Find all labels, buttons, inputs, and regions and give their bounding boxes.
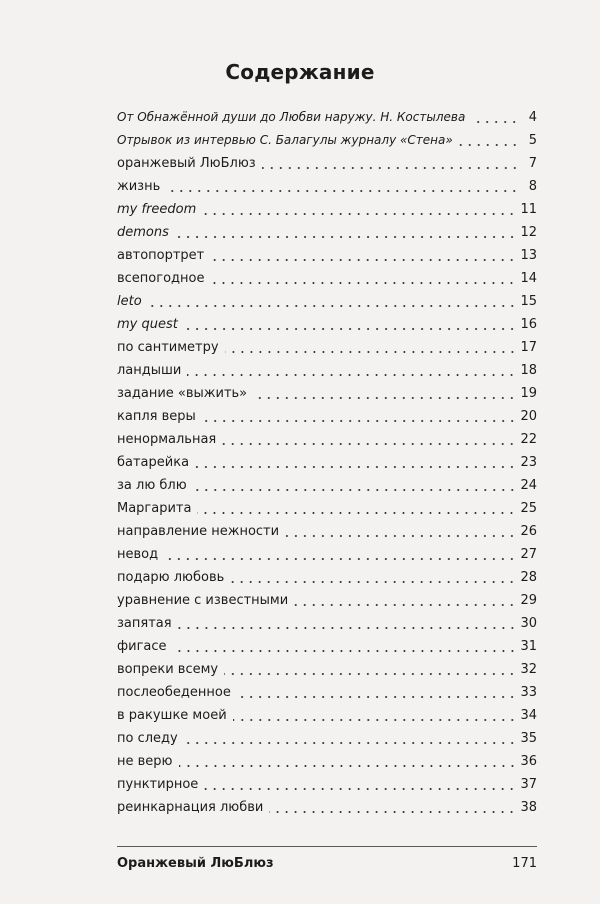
toc-entry-title: послеобеденное bbox=[117, 685, 231, 700]
toc-entry-title: направление нежности bbox=[117, 524, 280, 539]
toc-entry-title: жизнь bbox=[117, 179, 161, 194]
dot-leader bbox=[184, 328, 517, 330]
toc-entry-title: ненормальная bbox=[117, 432, 217, 447]
toc-entry-page: 23 bbox=[520, 455, 537, 470]
page-number: 171 bbox=[512, 856, 537, 871]
toc-entry bbox=[117, 612, 537, 635]
toc-entry-title: уравнение с известными bbox=[117, 593, 289, 608]
toc-entry-page: 8 bbox=[528, 179, 537, 194]
toc-entry-title: за лю блю bbox=[117, 478, 187, 493]
toc-entry-page: 29 bbox=[520, 593, 537, 608]
toc-entry bbox=[117, 773, 537, 796]
toc-entry bbox=[117, 405, 537, 428]
dot-leader bbox=[187, 374, 516, 376]
toc-entry bbox=[117, 796, 537, 819]
toc-entry-title: my quest bbox=[117, 317, 178, 332]
dot-leader bbox=[459, 144, 519, 146]
toc-entry-title: запятая bbox=[117, 616, 172, 631]
toc-entry bbox=[117, 359, 537, 382]
toc-entry bbox=[117, 451, 537, 474]
toc-entry bbox=[117, 336, 537, 359]
toc-entry-title: батарейка bbox=[117, 455, 190, 470]
dot-leader bbox=[225, 351, 517, 353]
dot-leader bbox=[197, 512, 516, 514]
toc-entry-page: 24 bbox=[520, 478, 537, 493]
dot-leader bbox=[164, 558, 516, 560]
toc-entry-page: 28 bbox=[520, 570, 537, 585]
dot-leader bbox=[210, 259, 516, 261]
dot-leader bbox=[233, 719, 517, 721]
toc-entry-title: ландыши bbox=[117, 363, 182, 378]
toc-entry-title: Маргарита bbox=[117, 501, 192, 516]
dot-leader bbox=[204, 788, 516, 790]
dot-leader bbox=[230, 581, 516, 583]
toc-entry bbox=[117, 520, 537, 543]
dot-leader bbox=[253, 397, 516, 399]
toc-entry-page: 34 bbox=[520, 708, 537, 723]
toc-entry bbox=[117, 129, 537, 152]
toc-entry bbox=[117, 589, 537, 612]
dot-leader bbox=[237, 696, 517, 698]
toc-entry-title: оранжевый ЛюБлюз bbox=[117, 156, 256, 171]
table-of-contents bbox=[117, 106, 537, 819]
dot-leader bbox=[166, 190, 519, 192]
toc-entry bbox=[117, 106, 537, 129]
dot-leader bbox=[179, 765, 517, 767]
toc-entry bbox=[117, 543, 537, 566]
toc-entry-page: 4 bbox=[528, 110, 537, 125]
dot-leader bbox=[269, 811, 516, 813]
toc-entry-title: demons bbox=[117, 225, 169, 240]
toc-entry-title: фигасе bbox=[117, 639, 167, 654]
dot-leader bbox=[210, 282, 516, 284]
dot-leader bbox=[224, 673, 516, 675]
toc-entry-title: От Обнажённой души до Любви наружу. Н. Костылева bbox=[117, 110, 466, 124]
toc-entry-page: 25 bbox=[520, 501, 537, 516]
toc-entry-title: my freedom bbox=[117, 202, 197, 217]
dot-leader bbox=[294, 604, 516, 606]
toc-entry-page: 22 bbox=[520, 432, 537, 447]
toc-entry-page: 17 bbox=[520, 340, 537, 355]
toc-entry bbox=[117, 658, 537, 681]
toc-entry bbox=[117, 566, 537, 589]
toc-entry bbox=[117, 635, 537, 658]
dot-leader bbox=[173, 650, 517, 652]
dot-leader bbox=[285, 535, 516, 537]
dot-leader bbox=[148, 305, 517, 307]
toc-entry-page: 14 bbox=[520, 271, 537, 286]
toc-entry-page: 30 bbox=[520, 616, 537, 631]
dot-leader bbox=[471, 121, 519, 123]
toc-entry-page: 35 bbox=[520, 731, 537, 746]
dot-leader bbox=[202, 213, 516, 215]
toc-entry bbox=[117, 681, 537, 704]
toc-entry-page: 5 bbox=[528, 133, 537, 148]
toc-entry-title: leto bbox=[117, 294, 142, 309]
toc-entry bbox=[117, 152, 537, 175]
dot-leader bbox=[193, 489, 517, 491]
toc-entry-page: 37 bbox=[520, 777, 537, 792]
dot-leader bbox=[178, 627, 517, 629]
toc-entry bbox=[117, 313, 537, 336]
toc-entry bbox=[117, 474, 537, 497]
toc-entry-title: подарю любовь bbox=[117, 570, 225, 585]
toc-entry-title: капля веры bbox=[117, 409, 196, 424]
toc-entry-title: по следу bbox=[117, 731, 178, 746]
toc-entry-page: 16 bbox=[520, 317, 537, 332]
toc-entry bbox=[117, 704, 537, 727]
toc-entry-title: вопреки всему bbox=[117, 662, 219, 677]
toc-entry bbox=[117, 198, 537, 221]
dot-leader bbox=[184, 742, 517, 744]
toc-entry-page: 20 bbox=[520, 409, 537, 424]
dot-leader bbox=[195, 466, 516, 468]
toc-entry bbox=[117, 221, 537, 244]
footer-divider bbox=[117, 846, 537, 847]
toc-entry-title: реинкарнация любви bbox=[117, 800, 264, 815]
dot-leader bbox=[222, 443, 516, 445]
toc-heading: Содержание bbox=[225, 60, 375, 84]
toc-entry-title: невод bbox=[117, 547, 159, 562]
toc-entry-page: 18 bbox=[520, 363, 537, 378]
toc-entry-title: не верю bbox=[117, 754, 173, 769]
toc-entry bbox=[117, 267, 537, 290]
running-footer-title: Оранжевый ЛюБлюз bbox=[117, 856, 274, 871]
dot-leader bbox=[202, 420, 517, 422]
toc-entry bbox=[117, 497, 537, 520]
toc-entry-page: 31 bbox=[520, 639, 537, 654]
toc-entry-page: 32 bbox=[520, 662, 537, 677]
toc-entry-page: 15 bbox=[520, 294, 537, 309]
toc-entry bbox=[117, 244, 537, 267]
toc-entry-page: 12 bbox=[520, 225, 537, 240]
toc-entry-title: пунктирное bbox=[117, 777, 199, 792]
toc-entry bbox=[117, 428, 537, 451]
toc-entry bbox=[117, 175, 537, 198]
toc-entry bbox=[117, 727, 537, 750]
toc-entry-page: 13 bbox=[520, 248, 537, 263]
toc-entry-page: 38 bbox=[520, 800, 537, 815]
toc-entry-title: автопортрет bbox=[117, 248, 205, 263]
toc-entry-page: 11 bbox=[520, 202, 537, 217]
toc-entry-title: всепогодное bbox=[117, 271, 205, 286]
toc-entry-page: 19 bbox=[520, 386, 537, 401]
toc-entry-title: в ракушке моей bbox=[117, 708, 227, 723]
toc-entry-title: Отрывок из интервью С. Балагулы журналу «Стена» bbox=[117, 133, 453, 147]
toc-entry bbox=[117, 290, 537, 313]
toc-entry-page: 33 bbox=[520, 685, 537, 700]
toc-entry bbox=[117, 750, 537, 773]
toc-entry-title: задание «выжить» bbox=[117, 386, 248, 401]
toc-entry-page: 27 bbox=[520, 547, 537, 562]
toc-entry bbox=[117, 382, 537, 405]
toc-entry-page: 36 bbox=[520, 754, 537, 769]
toc-entry-page: 26 bbox=[520, 524, 537, 539]
dot-leader bbox=[262, 167, 519, 169]
dot-leader bbox=[175, 236, 517, 238]
toc-entry-page: 7 bbox=[528, 156, 537, 171]
toc-entry-title: по сантиметру bbox=[117, 340, 219, 355]
